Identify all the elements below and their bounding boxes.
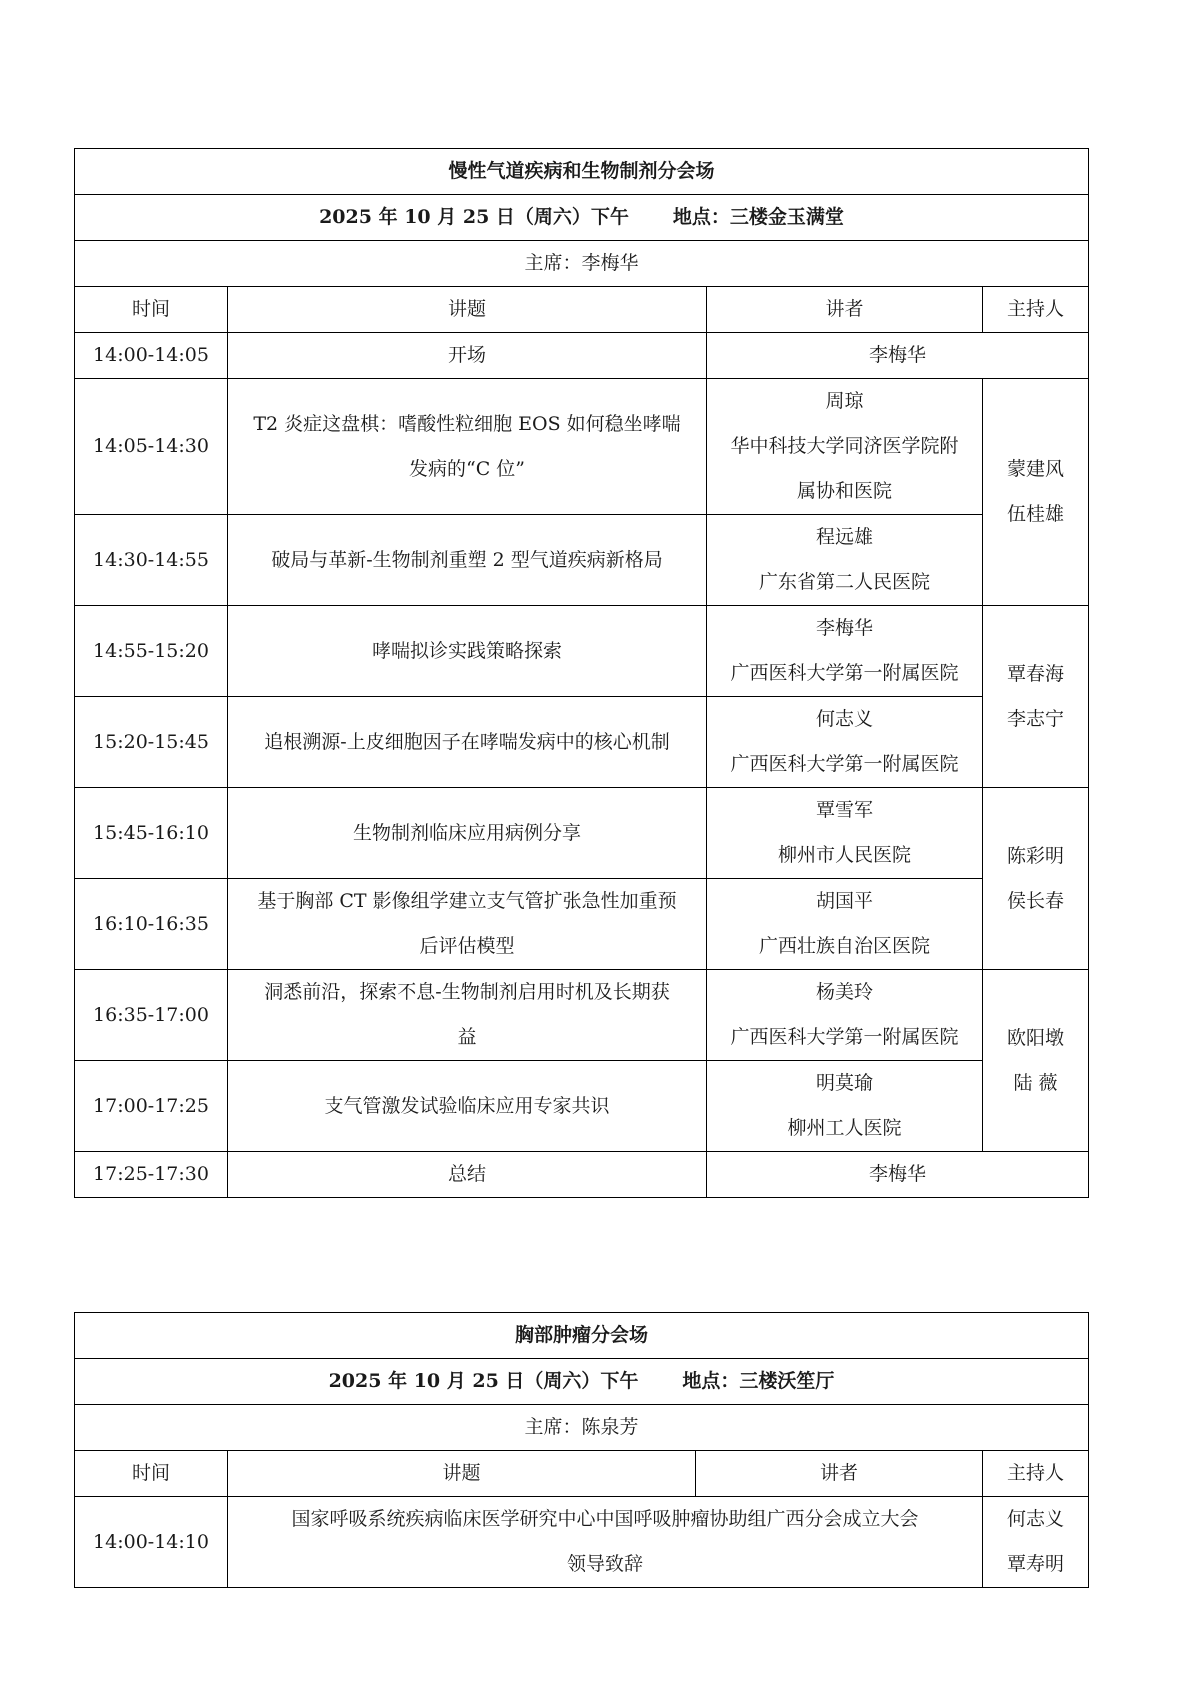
row-time: 15:20-15:45 — [75, 697, 228, 788]
row-topic — [228, 879, 707, 970]
speaker-name: 周琼 — [825, 390, 864, 412]
row-topic — [228, 970, 707, 1061]
row-time: 15:45-16:10 — [75, 788, 228, 879]
header-speaker: 讲者 — [707, 287, 983, 333]
topic-line: 后评估模型 — [419, 935, 515, 957]
row-hosts — [983, 1497, 1089, 1588]
speaker-affiliation: 属协和医院 — [796, 480, 892, 502]
speaker-affiliation: 广西壮族自治区医院 — [758, 935, 930, 957]
session2-schedule-table — [74, 1312, 1089, 1588]
row-topic — [228, 379, 707, 515]
row-hosts — [983, 788, 1089, 970]
topic-line: T2 炎症这盘棋：嗜酸性粒细胞 EOS 如何稳坐哮喘 — [253, 412, 681, 435]
table-row — [75, 606, 1089, 697]
table-row — [75, 879, 1089, 970]
speaker-affiliation: 柳州市人民医院 — [777, 844, 911, 866]
table-row — [75, 379, 1089, 515]
row-time: 14:30-14:55 — [75, 515, 228, 606]
host-name: 伍桂雄 — [1007, 503, 1065, 525]
table-row — [75, 1061, 1089, 1152]
session1-title: 慢性气道疾病和生物制剂分会场 — [75, 149, 1089, 195]
speaker-name: 覃雪军 — [815, 799, 873, 821]
session2-chair: 主席：陈泉芳 — [75, 1405, 1089, 1451]
speaker-affiliation: 广东省第二人民医院 — [758, 571, 930, 593]
row-topic: 追根溯源-上皮细胞因子在哮喘发病中的核心机制 — [228, 697, 707, 788]
host-name: 李志宁 — [1007, 707, 1065, 730]
topic-line: 益 — [457, 1026, 477, 1048]
row-topic: 破局与革新-生物制剂重塑 2 型气道疾病新格局 — [228, 515, 707, 606]
row-speaker — [707, 879, 983, 970]
session1-schedule-table — [74, 148, 1089, 1198]
speaker-affiliation: 华中科技大学同济医学院附 — [730, 435, 959, 457]
row-time: 14:05-14:30 — [75, 379, 228, 515]
speaker-name: 明莫瑜 — [815, 1072, 873, 1094]
header-time: 时间 — [75, 1451, 228, 1497]
row-hosts — [983, 606, 1089, 788]
topic-line: 领导致辞 — [566, 1553, 643, 1575]
host-name: 蒙建风 — [1007, 458, 1065, 480]
header-host: 主持人 — [983, 287, 1089, 333]
row-speaker — [707, 788, 983, 879]
row-topic — [228, 1497, 983, 1588]
header-topic: 讲题 — [228, 1451, 696, 1497]
row-time: 16:35-17:00 — [75, 970, 228, 1061]
speaker-name: 杨美玲 — [815, 981, 873, 1003]
row-time: 17:25-17:30 — [75, 1152, 228, 1198]
session1-location: 地点：三楼金玉满堂 — [672, 206, 844, 228]
row-topic: 总结 — [228, 1152, 707, 1198]
speaker-affiliation: 柳州工人医院 — [787, 1117, 902, 1139]
row-topic: 开场 — [228, 333, 707, 379]
row-speaker — [707, 970, 983, 1061]
header-speaker: 讲者 — [696, 1451, 983, 1497]
row-topic: 支气管激发试验临床应用专家共识 — [228, 1061, 707, 1152]
table-row — [75, 515, 1089, 606]
row-speaker — [707, 379, 983, 515]
host-name: 侯长春 — [1007, 889, 1065, 912]
session1-date-location — [75, 195, 1089, 241]
speaker-name: 胡国平 — [815, 890, 873, 912]
speaker-name: 何志义 — [815, 708, 873, 730]
table-row — [75, 333, 1089, 379]
session1-date: 2025 年 10 月 25 日（周六）下午 — [319, 206, 629, 228]
header-topic: 讲题 — [228, 287, 707, 333]
row-speaker — [707, 606, 983, 697]
session2-title: 胸部肿瘤分会场 — [75, 1313, 1089, 1359]
row-hosts — [983, 379, 1089, 606]
host-name: 覃春海 — [1007, 662, 1065, 685]
row-speaker: 李梅华 — [707, 1152, 1089, 1198]
table-row — [75, 970, 1089, 1061]
speaker-name: 程远雄 — [815, 526, 873, 548]
host-name: 欧阳墩 — [1007, 1026, 1065, 1049]
row-topic: 哮喘拟诊实践策略探索 — [228, 606, 707, 697]
session1-chair: 主席：李梅华 — [75, 241, 1089, 287]
speaker-affiliation: 广西医科大学第一附属医院 — [730, 1026, 959, 1048]
host-name: 陆 薇 — [1013, 1071, 1058, 1094]
topic-line: 洞悉前沿，探索不息-生物制剂启用时机及长期获 — [264, 981, 670, 1003]
table-row — [75, 788, 1089, 879]
session2-date: 2025 年 10 月 25 日（周六）下午 — [328, 1370, 639, 1392]
speaker-affiliation: 广西医科大学第一附属医院 — [730, 662, 959, 684]
topic-line: 国家呼吸系统疾病临床医学研究中心中国呼吸肿瘤协助组广西分会成立大会 — [291, 1508, 919, 1530]
table-row — [75, 697, 1089, 788]
header-host: 主持人 — [983, 1451, 1089, 1497]
speaker-name: 李梅华 — [815, 617, 873, 639]
row-hosts — [983, 970, 1089, 1152]
topic-line: 基于胸部 CT 影像组学建立支气管扩张急性加重预 — [257, 890, 677, 912]
row-time: 14:00-14:10 — [75, 1497, 228, 1588]
session2-location: 地点：三楼沃笙厅 — [682, 1370, 835, 1392]
speaker-affiliation: 广西医科大学第一附属医院 — [730, 753, 959, 775]
host-name: 覃寿明 — [1007, 1553, 1065, 1575]
row-speaker — [707, 1061, 983, 1152]
session2-date-location — [75, 1359, 1089, 1405]
row-speaker — [707, 515, 983, 606]
host-name: 何志义 — [1007, 1508, 1065, 1530]
table-row — [75, 1497, 1089, 1588]
row-topic: 生物制剂临床应用病例分享 — [228, 788, 707, 879]
row-time: 14:55-15:20 — [75, 606, 228, 697]
topic-line: 发病的“C 位” — [408, 457, 525, 480]
row-time: 14:00-14:05 — [75, 333, 228, 379]
row-time: 17:00-17:25 — [75, 1061, 228, 1152]
row-speaker — [707, 697, 983, 788]
header-time: 时间 — [75, 287, 228, 333]
row-speaker: 李梅华 — [707, 333, 1089, 379]
host-name: 陈彩明 — [1007, 844, 1065, 867]
row-time: 16:10-16:35 — [75, 879, 228, 970]
table-row — [75, 1152, 1089, 1198]
